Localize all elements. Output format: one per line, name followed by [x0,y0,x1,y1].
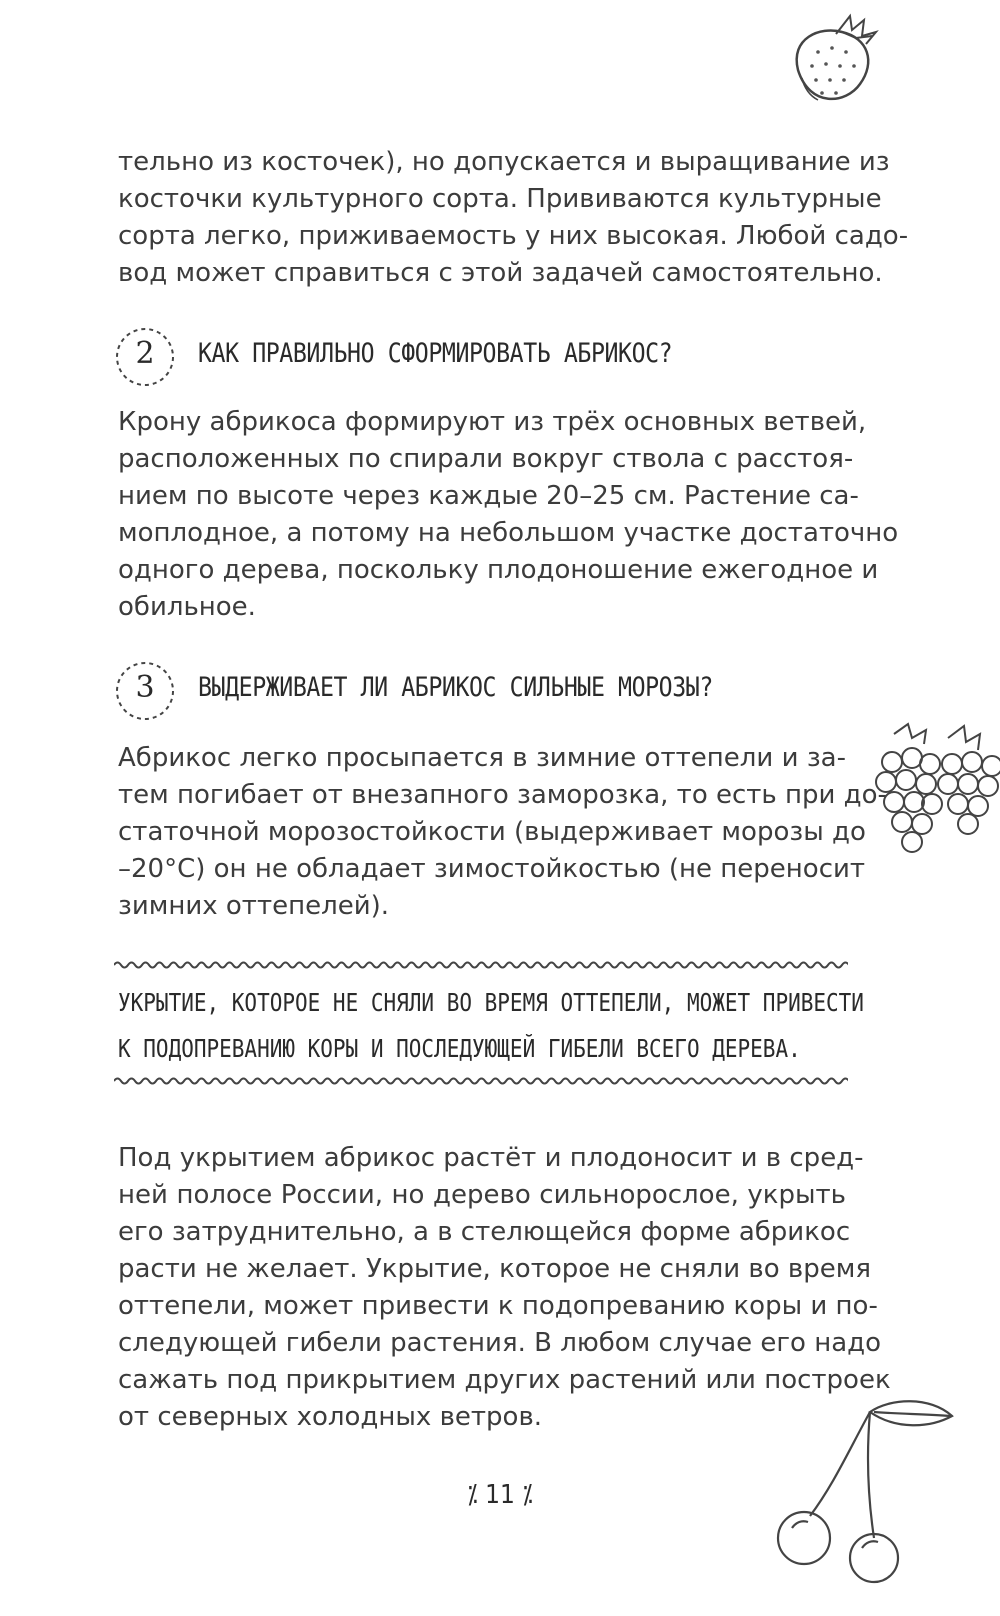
outro-line: сажать под прикрытием других растений или построек [118,1365,891,1395]
question-2-paragraph [118,404,899,626]
question-3-number-badge [114,660,176,722]
outro-line: Под укрытием абрикос растёт и плодоносит и в сред- [118,1143,864,1173]
intro-paragraph [118,144,909,292]
q2-line: обильное. [118,592,256,622]
question-2-heading [114,326,874,406]
quote-line: УКРЫТИЕ, КОТОРОЕ НЕ СНЯЛИ ВО ВРЕМЯ ОТТЕПЕЛИ, МОЖЕТ ПРИВЕСТИ [118,988,864,1017]
question-2-number-badge [114,326,176,388]
bottom-wavy-divider [114,1074,848,1088]
intro-line: косточки культурного сорта. Прививаются культурные [118,184,882,214]
question-2-title: КАК ПРАВИЛЬНО СФОРМИРОВАТЬ АБРИКОС? [198,338,673,369]
q2-line: моплодное, а потому на небольшом участке достаточно [118,518,899,548]
question-3-paragraph [118,740,887,925]
outro-line: следующей гибели растения. В любом случае его надо [118,1328,882,1358]
intro-line: тельно из косточек), но допускается и выращивание из [118,147,890,177]
raspberry-icon [868,720,1000,870]
outro-line: от северных холодных ветров. [118,1402,543,1432]
outro-line: ней полосе России, но дерево сильнорослое, укрыть [118,1180,846,1210]
question-3-heading [114,660,874,740]
outro-line: расти не желает. Укрытие, которое не сняли во время [118,1254,871,1284]
q3-line: Абрикос легко просыпается в зимние оттепели и за- [118,743,846,773]
intro-line: сорта легко, приживаемость у них высокая. Любой садо- [118,221,909,251]
q2-line: одного дерева, поскольку плодоношение ежегодное и [118,555,879,585]
outro-paragraph [118,1140,891,1436]
page-number-value: 11 [485,1480,515,1510]
question-3-number: 3 [135,670,155,705]
q3-line: зимних оттепелей). [118,891,389,921]
q3-line: статочной морозостойкости (выдерживает морозы до [118,817,866,847]
question-2-number: 2 [135,336,155,371]
question-3-title: ВЫДЕРЖИВАЕТ ЛИ АБРИКОС СИЛЬНЫЕ МОРОЗЫ? [198,672,713,703]
quote-line: К ПОДОПРЕВАНИЮ КОРЫ И ПОСЛЕДУЮЩЕЙ ГИБЕЛИ ВСЕГО ДЕРЕВА. [118,1034,801,1063]
outro-line: его затруднительно, а в стелющейся форме абрикос [118,1217,851,1247]
q3-line: –20°С) он не обладает зимостойкостью (не переносит [118,854,866,884]
q3-line: тем погибает от внезапного заморозка, то есть при до- [118,780,887,810]
q2-line: нием по высоте через каждые 20–25 см. Растение са- [118,481,859,511]
q2-line: Крону абрикоса формируют из трёх основных ветвей, [118,407,867,437]
q2-line: расположенных по спирали вокруг ствола с расстоя- [118,444,854,474]
page-number-right-ornament: ⁒ [514,1480,533,1510]
intro-line: вод может справиться с этой задачей самостоятельно. [118,258,883,288]
outro-line: оттепели, может привести к подопреванию коры и по- [118,1291,878,1321]
strawberry-icon [780,8,890,118]
cherry-icon [770,1388,966,1584]
page-number-left-ornament: ⁒ [467,1480,486,1510]
top-wavy-divider [114,958,848,972]
page-number [440,1480,560,1510]
